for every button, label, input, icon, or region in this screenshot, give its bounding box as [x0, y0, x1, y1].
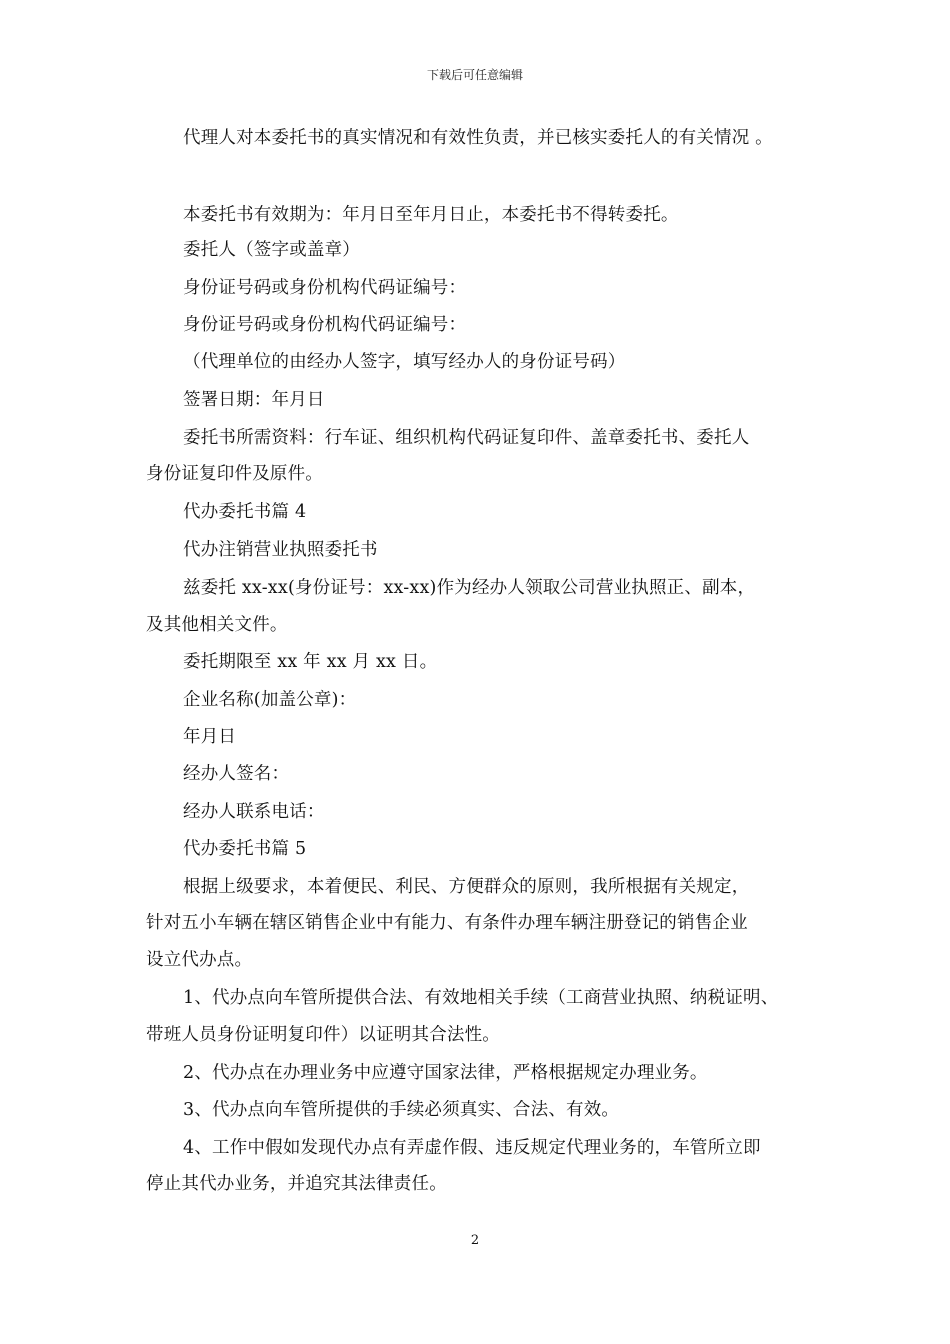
document-title: 代办注销营业执照委托书	[183, 540, 378, 560]
section-heading: 代办委托书篇 4	[183, 502, 307, 522]
section-heading: 代办委托书篇 5	[183, 839, 307, 859]
paragraph-line: 委托人（签字或盖章）	[183, 240, 360, 260]
list-item-line: 停止其代办业务，并追究其法律责任。	[146, 1174, 447, 1194]
paragraph-line: 企业名称(加盖公章)：	[183, 690, 357, 710]
paragraph-line: 经办人签名：	[183, 764, 290, 784]
list-item-line: 2、代办点在办理业务中应遵守国家法律，严格根据规定办理业务。	[183, 1063, 708, 1083]
paragraph-line: 委托期限至 xx 年 xx 月 xx 日。	[183, 652, 438, 672]
list-item-line: 1、代办点向车管所提供合法、有效地相关手续（工商营业执照、纳税证明、	[183, 988, 779, 1008]
list-item-line: 4、工作中假如发现代办点有弄虚作假、违反规定代理业务的，车管所立即	[183, 1138, 761, 1158]
paragraph-line: 本委托书有效期为：年月日至年月日止，本委托书不得转委托。	[183, 205, 679, 225]
paragraph-line: 设立代办点。	[146, 950, 253, 970]
paragraph-line: 年月日	[183, 727, 237, 747]
paragraph-line: 兹委托 xx-xx(身份证号：xx-xx)作为经办人领取公司营业执照正、副本，	[183, 578, 756, 598]
paragraph-line: 身份证号码或身份机构代码证编号：	[183, 315, 467, 335]
paragraph-line: 身份证复印件及原件。	[146, 464, 323, 484]
paragraph-line: 根据上级要求，本着便民、利民、方便群众的原则，我所根据有关规定，	[183, 877, 750, 897]
paragraph-line: 签署日期：年月日	[183, 390, 325, 410]
page-header: 下载后可任意编辑	[426, 68, 523, 82]
paragraph-line: 经办人联系电话：	[183, 802, 325, 822]
list-item-line: 带班人员身份证明复印件）以证明其合法性。	[146, 1025, 500, 1045]
paragraph-line: 及其他相关文件。	[146, 615, 288, 635]
paragraph-line: 针对五小车辆在辖区销售企业中有能力、有条件办理车辆注册登记的销售企业	[146, 913, 748, 933]
paragraph-line: 代理人对本委托书的真实情况和有效性负责，并已核实委托人的有关情况 。	[183, 128, 773, 148]
paragraph-line: 委托书所需资料：行车证、组织机构代码证复印件、盖章委托书、委托人	[183, 428, 750, 448]
paragraph-line: 身份证号码或身份机构代码证编号：	[183, 278, 467, 298]
paragraph-line: （代理单位的由经办人签字，填写经办人的身份证号码）	[183, 352, 626, 372]
list-item-line: 3、代办点向车管所提供的手续必须真实、合法、有效。	[183, 1100, 620, 1120]
page-number: 2	[470, 1233, 480, 1248]
